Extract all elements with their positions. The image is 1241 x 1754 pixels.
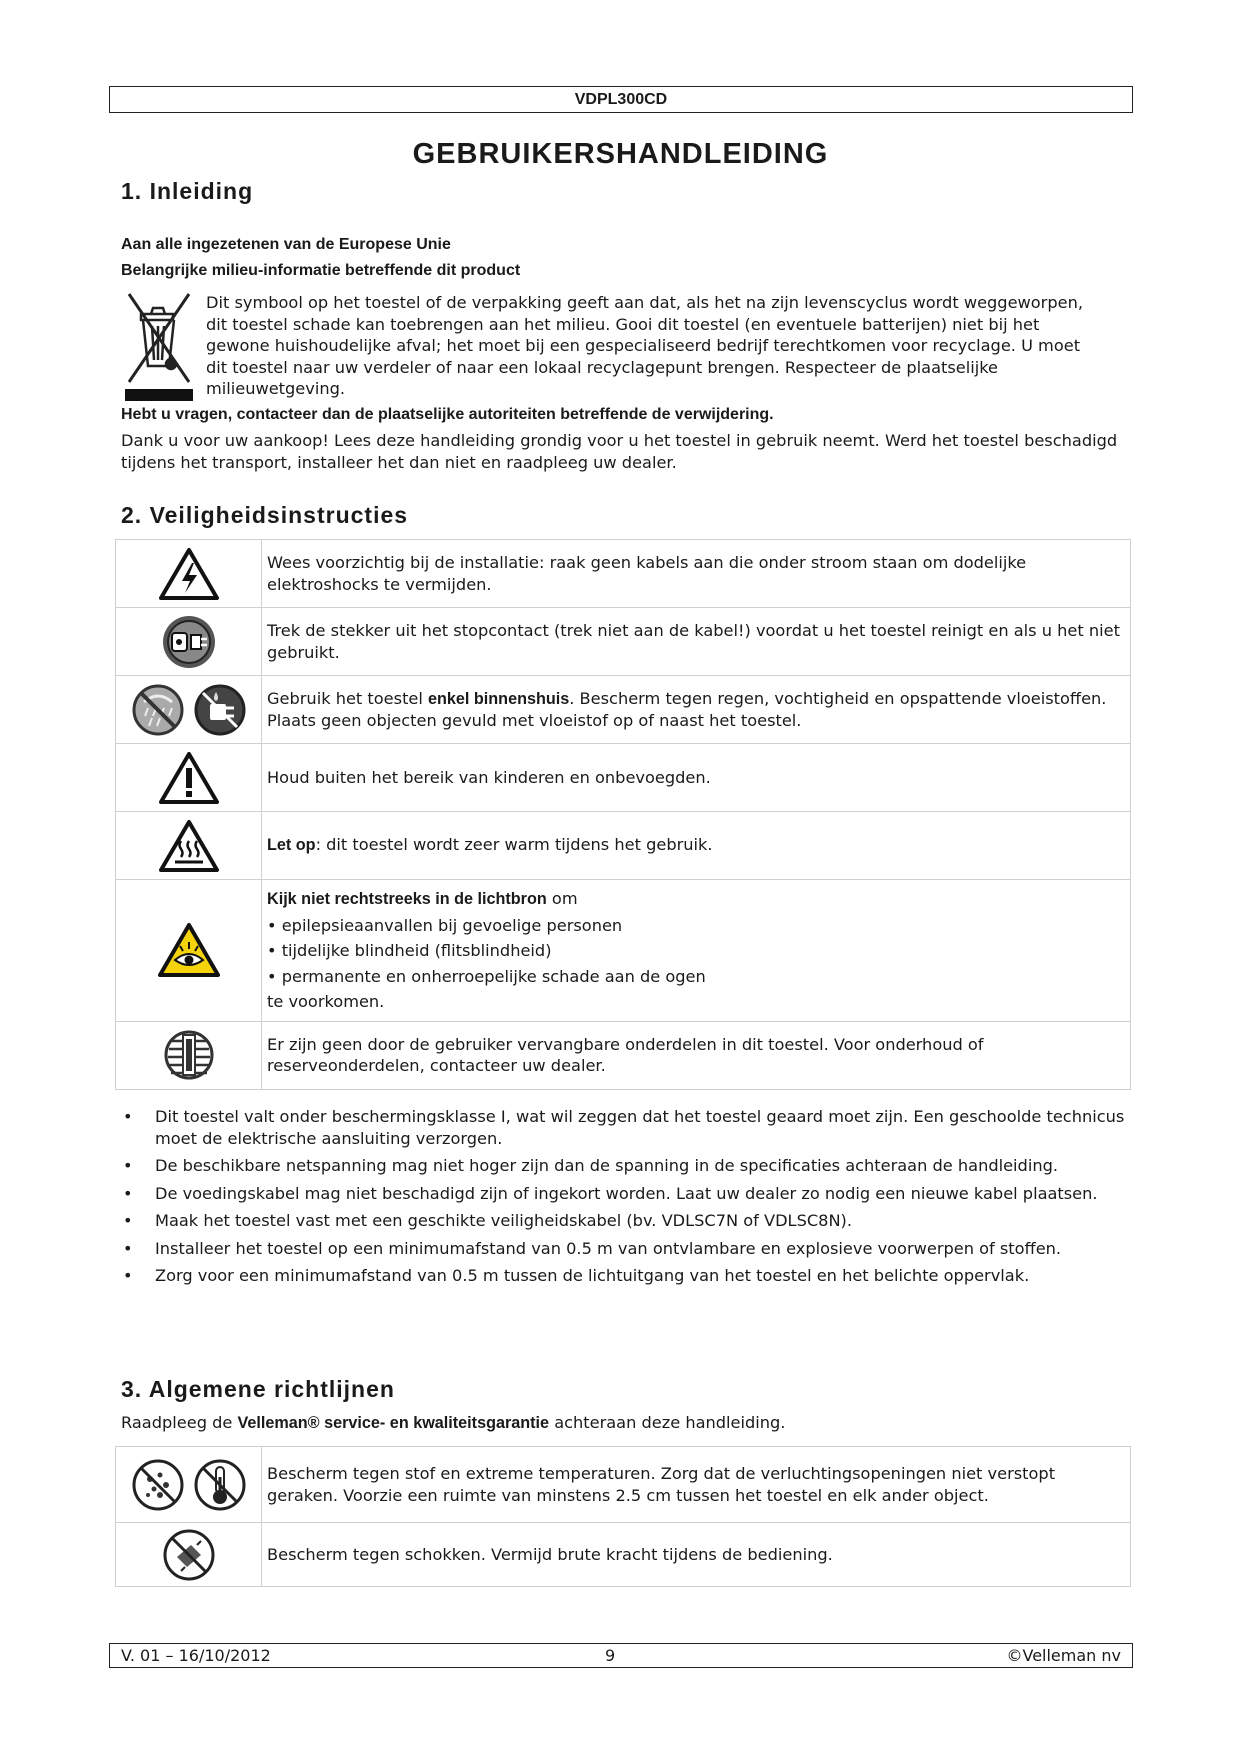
- no-user-serviceable-parts-icon: [116, 1027, 261, 1083]
- no-shock-icon: [116, 1527, 261, 1583]
- safety-text: Trek de stekker uit het stopcontact (trek niet aan de kabel!) voordat u het toestel reinigt en als u het niet gebruikt.: [262, 608, 1131, 676]
- footer-copyright: ©Velleman nv: [1006, 1646, 1121, 1665]
- no-rain-icon: [130, 682, 186, 738]
- warning-icon: [116, 751, 261, 805]
- safety-text: Wees voorzichtig bij de installatie: raak geen kabels aan die onder stroom staan om dodelijke elektroshocks te vermijden.: [262, 540, 1131, 608]
- safety-text: Let op: dit toestel wordt zeer warm tijdens het gebruik.: [262, 812, 1131, 880]
- safety-row-light: [116, 880, 1131, 1022]
- thanks-text: Dank u voor uw aankoop! Lees deze handleiding grondig voor u het toestel in gebruik neemt. Werd het toestel beschadigd tijdens het transport, installeer het dan niet en raadpleeg uw dealer.: [121, 431, 1118, 472]
- safety-row-children: [116, 744, 1131, 812]
- electric-hazard-icon: [116, 547, 261, 601]
- safety-text: Kijk niet rechtstreeks in de lichtbron om • epilepsieaanvallen bij gevoelige personen • tijdelijke blindheid (flitsblindheid) • permanente en onherroepelijke schade aan de ogen te voorkomen.: [262, 880, 1131, 1022]
- list-item: • tijdelijke blindheid (flitsblindheid): [267, 941, 552, 960]
- guideline-text: Bescherm tegen stof en extreme temperaturen. Zorg dat de verluchtingsopeningen niet verstopt geraken. Voorzie een ruimte van minstens 2.5 cm tussen het toestel en elk ander object.: [262, 1447, 1131, 1523]
- unplug-icon: [116, 614, 261, 670]
- section-1-heading: 1. Inleiding: [121, 178, 254, 204]
- list-item: • Zorg voor een minimumafstand van 0.5 m tussen de lichtuitgang van het toestel en het belichte oppervlak.: [121, 1265, 1136, 1287]
- safety-row-unplug: [116, 608, 1131, 676]
- list-item: • De voedingskabel mag niet beschadigd zijn of ingekort worden. Laat uw dealer zo nodig een nieuwe kabel plaatsen.: [121, 1183, 1136, 1205]
- section-2-heading: 2. Veiligheidsinstructies: [121, 502, 409, 528]
- safety-row-hot: [116, 812, 1131, 880]
- hot-surface-icon: [116, 819, 261, 873]
- guideline-row-shock: [116, 1523, 1131, 1587]
- section-3-heading: 3. Algemene richtlijnen: [121, 1376, 395, 1402]
- guidelines-table: [115, 1446, 1131, 1587]
- guideline-text: Bescherm tegen schokken. Vermijd brute kracht tijdens de bediening.: [262, 1523, 1131, 1587]
- safety-row-indoor: [116, 676, 1131, 744]
- guarantee-intro: Raadpleeg de Velleman® service- en kwaliteitsgarantie achteraan deze handleiding.: [121, 1413, 786, 1432]
- list-item: • Dit toestel valt onder beschermingsklasse I, wat wil zeggen dat het toestel geaard moet zijn. Een geschoolde technicus moet de elektrische aansluiting verzorgen.: [121, 1106, 1136, 1149]
- weee-text: Dit symbool op het toestel of de verpakking geeft aan dat, als het na zijn levenscyclus wordt weggeworpen, dit toestel schade kan toebrengen aan het milieu. Gooi dit toestel (en eventuele batterijen) niet bij het gewone huishoudelijke afval; het moet bij een gespecialiseerd bedrijf terechtkomen voor recyclage. U moet dit toestel naar uw verdeler of naar een lokaal recyclagepunt brengen. Respecteer de plaatselijke milieuwetgeving.: [206, 293, 1083, 398]
- safety-bullet-list: [121, 1106, 1136, 1293]
- page-number: 9: [605, 1646, 616, 1665]
- safety-text: Houd buiten het bereik van kinderen en onbevoegden.: [262, 744, 1131, 812]
- no-water-plug-icon: [192, 682, 248, 738]
- safety-row-shock: [116, 540, 1131, 608]
- contact-line: Hebt u vragen, contacteer dan de plaatselijke autoriteiten betreffende de verwijdering.: [121, 406, 774, 423]
- safety-text: Gebruik het toestel enkel binnenshuis. Bescherm tegen regen, vochtigheid en opspattende vloeistoffen. Plaats geen objecten gevuld met vloeistof op of naast het toestel.: [262, 676, 1131, 744]
- safety-row-service: [116, 1021, 1131, 1089]
- list-item: • permanente en onherroepelijke schade aan de ogen: [267, 966, 706, 986]
- guideline-row-dust: [116, 1447, 1131, 1523]
- list-item: • Maak het toestel vast met een geschikte veiligheidskabel (bv. VDLSC7N of VDLSC8N).: [121, 1210, 1136, 1232]
- no-dust-icon: [130, 1457, 186, 1513]
- footer-version: V. 01 – 16/10/2012: [121, 1646, 271, 1665]
- list-item: • Installeer het toestel op een minimumafstand van 0.5 m van ontvlambare en explosieve voorwerpen of stoffen.: [121, 1238, 1136, 1260]
- eye-hazard-icon: [116, 922, 261, 978]
- env-info-line: Belangrijke milieu-informatie betreffende dit product: [121, 262, 521, 279]
- page-title: GEBRUIKERSHANDLEIDING: [412, 138, 829, 170]
- list-item: • epilepsieaanvallen bij gevoelige personen: [267, 915, 623, 935]
- safety-table: [115, 539, 1131, 1090]
- header-model: VDPL300CD: [109, 86, 1133, 113]
- no-extreme-temperature-icon: [192, 1457, 248, 1513]
- safety-text: Er zijn geen door de gebruiker vervangbare onderdelen in dit toestel. Voor onderhoud of reserveonderdelen, contacteer uw dealer.: [262, 1021, 1131, 1089]
- list-item: • De beschikbare netspanning mag niet hoger zijn dan de spanning in de specificaties achteraan de handleiding.: [121, 1155, 1136, 1177]
- eu-residents-line: Aan alle ingezetenen van de Europese Unie: [121, 236, 451, 253]
- weee-bin-icon: [121, 288, 197, 402]
- footer: [109, 1643, 1133, 1668]
